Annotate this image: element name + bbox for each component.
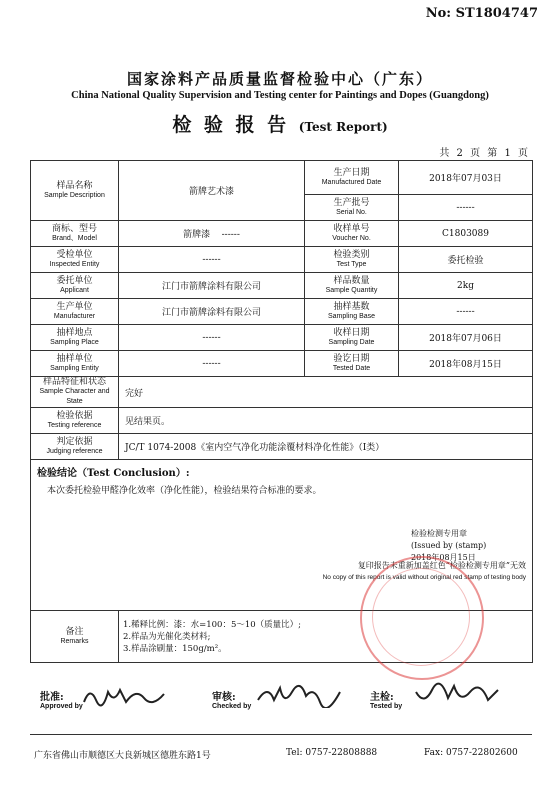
stamp-label-en: (Issued by (stamp) <box>411 541 487 550</box>
approved-by: 批准: Approved by <box>40 692 83 710</box>
conclusion-text: 本次委托检验甲醛净化效率（净化性能），检验结果符合标准的要求。 <box>47 486 322 496</box>
value-sampling-date: 2018年07月06日 <box>399 325 533 351</box>
tested-signature-icon <box>412 682 502 708</box>
value-inspected-entity: ------ <box>119 247 305 273</box>
value-judging-reference: JC/T 1074-2008《室内空气净化功能涂覆材料净化性能》（I类） <box>119 434 533 460</box>
label-sampling-date: 收样日期 Sampling Date <box>305 325 399 351</box>
label-sample-character: 样品特征和状态 Sample Character and State <box>31 377 119 408</box>
conclusion-title: 检验结论（Test Conclusion）: <box>37 468 190 479</box>
value-applicant: 江门市箭牌涂料有限公司 <box>119 273 305 299</box>
organization-name-cn: 国家涂料产品质量监督检验中心（广东） <box>126 70 433 88</box>
label-serial-no: 生产批号 Serial No. <box>305 195 399 221</box>
label-judging-reference: 判定依据 Judging reference <box>31 434 119 460</box>
copy-note-cn: 复印报告未重新加盖红色“检验检测专用章”无效 <box>357 561 526 570</box>
footer-tel: Tel: 0757-22808888 <box>286 748 378 758</box>
value-serial-no: ------ <box>399 195 533 221</box>
value-sample-character: 完好 <box>119 377 533 408</box>
label-brand-model: 商标、型号 Brand、Model <box>31 221 119 247</box>
checked-signature-icon <box>254 682 344 708</box>
report-title <box>0 110 560 137</box>
label-sampling-entity: 抽样单位 Sampling Entity <box>31 351 119 377</box>
label-tested-date: 验讫日期 Tested Date <box>305 351 399 377</box>
label-sampling-place: 抽样地点 Sampling Place <box>31 325 119 351</box>
label-voucher-no: 收样单号 Voucher No. <box>305 221 399 247</box>
checked-by: 审核: Checked by <box>212 692 252 710</box>
label-sample-description: 样品名称 Sample Description <box>31 161 119 221</box>
stamp-label-cn: 检验检测专用章 <box>411 529 467 538</box>
tested-by: 主检: Tested by <box>370 692 403 710</box>
remark-item: 2.样品为光催化类材料; <box>123 631 211 642</box>
label-sample-quantity: 样品数量 Sample Quantity <box>305 273 399 299</box>
remark-item: 3.样品涂刷量：150g/m²。 <box>123 643 227 654</box>
value-sample-quantity: 2kg <box>399 273 533 299</box>
value-sampling-entity: ------ <box>119 351 305 377</box>
page-count: 共 2 页 第 1 页 <box>439 148 530 159</box>
label-testing-reference: 检验依据 Testing reference <box>31 408 119 434</box>
value-sampling-place: ------ <box>119 325 305 351</box>
label-applicant: 委托单位 Applicant <box>31 273 119 299</box>
copy-note-en: No copy of this report is valid without original red stamp of testing body <box>322 574 526 581</box>
report-number: No: ST1804747 <box>425 6 538 21</box>
value-manufacturer: 江门市箭牌涂料有限公司 <box>119 299 305 325</box>
approved-signature-icon <box>80 682 170 708</box>
report-title-cn: 检 验 报 告 <box>172 114 290 136</box>
value-sampling-base: ------ <box>399 299 533 325</box>
label-test-type: 检验类别 Test Type <box>305 247 399 273</box>
label-manufactured-date: 生产日期 Manufactured Date <box>305 161 399 195</box>
value-tested-date: 2018年08月15日 <box>399 351 533 377</box>
value-testing-reference: 见结果页。 <box>119 408 533 434</box>
footer-address: 广东省佛山市顺德区大良新城区德胜东路1号 <box>34 751 211 761</box>
report-title-en: (Test Report) <box>298 120 388 134</box>
value-brand-model: 箭牌漆 ------ <box>119 221 305 247</box>
value-sample-description: 箭牌艺术漆 <box>119 161 305 221</box>
value-manufactured-date: 2018年07月03日 <box>399 161 533 195</box>
label-manufacturer: 生产单位 Manufacturer <box>31 299 119 325</box>
value-voucher-no: C1803089 <box>399 221 533 247</box>
stamp-date: 2018年08月15日 <box>411 553 476 562</box>
footer-divider <box>30 734 532 735</box>
label-sampling-base: 抽样基数 Sampling Base <box>305 299 399 325</box>
value-test-type: 委托检验 <box>399 247 533 273</box>
official-stamp-icon <box>360 556 484 680</box>
remark-item: 1.稀释比例：漆：水=100：5～10（质量比）; <box>123 619 302 630</box>
footer-fax: Fax: 0757-22802600 <box>424 748 518 758</box>
organization-name-en: China National Quality Supervision and Testing center for Paintings and Dopes (Guangdong) <box>71 90 489 101</box>
label-inspected-entity: 受检单位 Inspected Entity <box>31 247 119 273</box>
label-remarks: 备注 Remarks <box>31 611 119 663</box>
